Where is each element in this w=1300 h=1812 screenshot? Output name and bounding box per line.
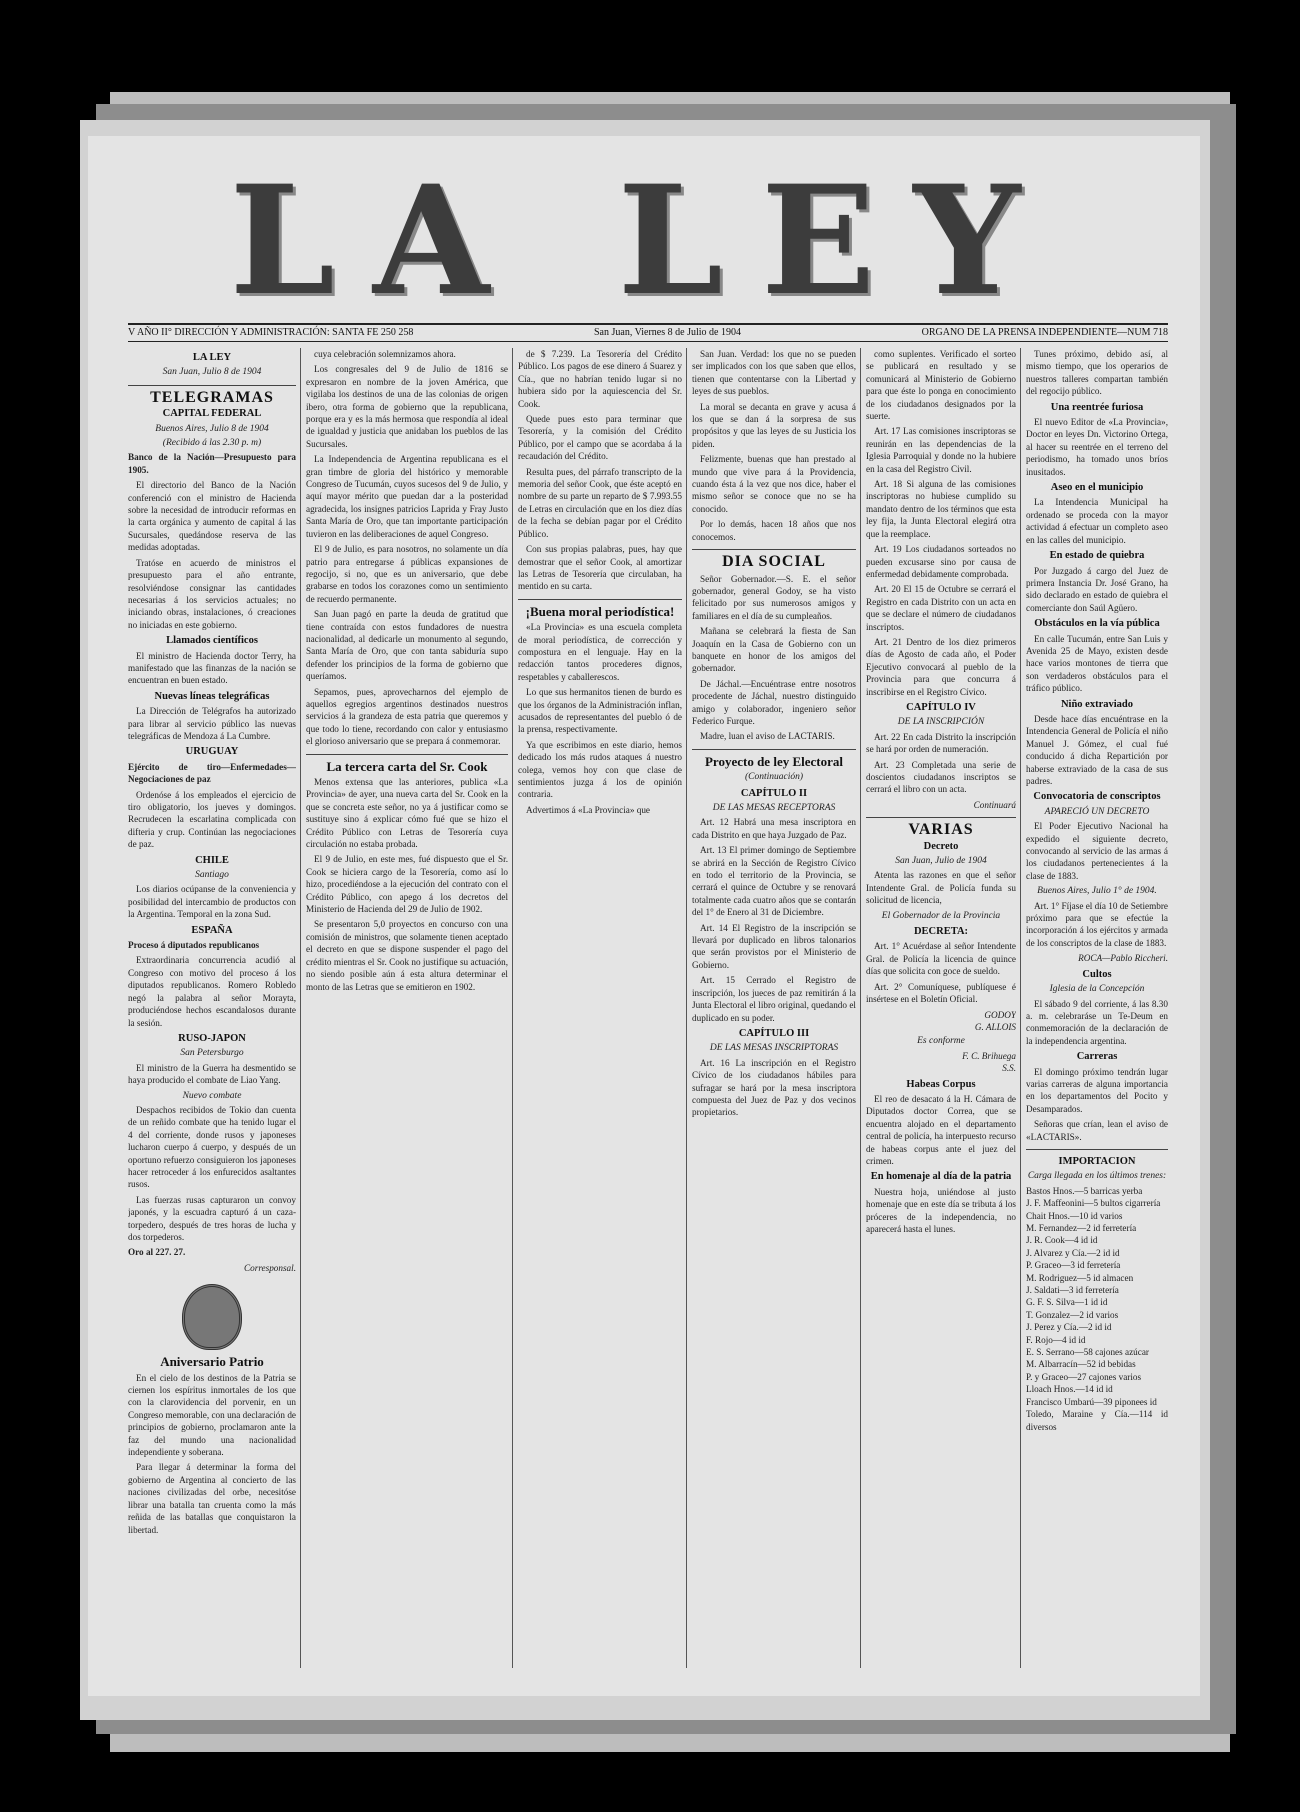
item-body: Los diarios ocúpanse de la conveniencia y posibilidad del intercambio de productos con la Argentina. Temporal en la zona Sud. [128,884,296,920]
moral-title: ¡Buena moral periodística! [525,603,675,619]
signature: GODOY [984,1009,1016,1020]
news-subtitle: Iglesia de la Concepción [1049,984,1145,995]
column-1 [128,348,296,1668]
chapter-heading: CAPÍTULO III [738,1027,810,1039]
article-text: Art. 1° Fíjase el día 10 de Setiembre próximo para que se efectúe la incorporación á los ejércitos y armada de los conscriptos de la clase de 1883. [1026,900,1168,948]
import-item: T. Gonzalez—2 id varios [1026,1309,1119,1320]
article-text: El 9 de Julio, en este mes, fué dispuesto que el Sr. Cook se hiciera cargo de la Tesorería, como así lo hizo, procediéndose a la ejecución del contrato con el Crédito Público, con apego á los decretos del Ministerio de Hacienda del 29 de Julio de 1902. [306,854,508,915]
item-title: Nuevas líneas telegráficas [154,690,270,702]
import-item: F. Rojo—4 id id [1026,1334,1086,1345]
chapter-subheading: DE LA INSCRIPCIÓN [897,717,985,728]
article-text: Art. 13 El primer domingo de Septiembre se abrirá en la Sección de Registro Cívico en todo el territorio de la Provincia, se cerrará el quince de Octubre y se renovará totalmente cada cuatro años que se contarán del 1° de Enero al 31 de Diciembre. [692,845,856,918]
article-text: Art. 15 Cerrado el Registro de inscripción, los jueces de paz remitirán á la Junta Electoral el libro original, quedando el duplicado en su poder. [692,975,856,1023]
signature: S.S. [1002,1063,1016,1074]
import-item: J. Perez y Cía.—2 id id [1026,1322,1112,1333]
import-item: J. R. Cook—4 id id [1026,1235,1098,1246]
import-item: J. Saldati—3 id ferretería [1026,1285,1119,1296]
item-title: Proceso á diputados republicanos [128,940,260,951]
article-text: Madre, luan el aviso de LACTARIS. [700,731,835,742]
dateline-address: V AÑO II° DIRECCIÓN Y ADMINISTRACIÓN: SANTA FE 250 258 [128,327,414,338]
article-text: Sepamos, pues, aprovecharnos del ejemplo de aquellos egregios argentinos destinados nuestros servicios á la grandeza de esta patria que queremos y que todo lo tiene, recordando con calor y entusiasmo el glorioso aniversario que se prepara á conmemorar. [306,686,508,747]
column-rule [686,348,687,1668]
chapter-heading: CAPÍTULO II [740,787,808,799]
article-text: Se presentaron 5,0 proyectos en concurso con una comisión de ministros, que solamente tienen aceptado el decreto en que se dispone suspender el pago del crédito mientras el Sr. Cook no justifique su actuación, no siendo posible aún á esta altura determinar el monto de las Letras que se emitieron en 1902. [306,919,508,992]
news-title: Carreras [1076,1051,1118,1063]
column-4 [692,348,856,1668]
news-title: En estado de quiebra [1049,550,1145,562]
article-text: Art. 14 El Registro de la inscripción se llevará por duplicado en libros talonarios que serán provistos por el Ministerio de Gobierno. [692,922,856,970]
column-6 [1026,348,1168,1668]
import-item: J. F. Maffeonini—5 bultos cigarrería [1026,1198,1161,1209]
article-text: Art. 21 Dentro de los diez primeros días de Agosto de cada año, el Poder Ejecutivo convocará al pueblo de la Provincia para que concurra á inscribirse en el Registro Cívico. [866,636,1016,697]
item-body: El ministro de Hacienda doctor Terry, ha manifestado que las finanzas de la nación se encuentran en buen estado. [128,650,296,686]
column-rule [300,348,301,1668]
import-title: IMPORTACION [1058,1155,1136,1167]
decree-title: Decreto [923,840,959,852]
item-title: Nuevo combate [182,1090,242,1101]
item-body: Tratóse en acuerdo de ministros el presupuesto para el año entrante, resolviéndose consignar las cantidades necesarias á los servicios actuales; no iniciando obras, instalaciones, ó creaciones no iniciadas en este gobierno. [128,557,296,630]
article-text: Art. 1° Acuérdase al señor Intendente Gral. de Policía la licencia de quince días que solicita con goce de sueldo. [866,941,1016,977]
import-item: J. Alvarez y Cía.—2 id id [1026,1247,1120,1258]
signature: F. C. Brihuega [962,1050,1016,1061]
article-text: Lo que sus hermanitos tienen de burdo es que los órganos de la Administración inflan, acusados de representantes del pueblo ó de la prensa, respectivamente. [518,687,682,735]
electoral-subtitle: (Continuación) [744,772,804,783]
signature: G. ALLOIS [974,1021,1016,1032]
article-text: Nuestra hoja, uniéndose al justo homenaje que en este día se tributa á los próceres de la independencia, no aparecerá hasta el lunes. [866,1186,1016,1234]
news-title: Una reentrée furiosa [1050,401,1144,413]
article-text: Desde hace días encuéntrase en la Intendencia General de Policía el niño Manuel J. Gómez, el cual fué conducido á dicha Repartición por haberse extraviado de la casa de sus padres. [1026,713,1168,786]
telegrams-subtitle: CAPITAL FEDERAL [162,408,262,420]
import-item: Lloach Hnos.—14 id id [1026,1384,1113,1395]
article-text: El sábado 9 del corriente, á las 8.30 a. m. celebraráse un Te-Deum en conmemoración de la declaración de la independencia argentina. [1026,998,1168,1046]
telegrams-received: (Recibido á las 2.30 p. m) [162,438,262,449]
dateline-date: San Juan, Viernes 8 de Julio de 1904 [593,327,741,338]
paper-name: LA LEY [192,352,232,363]
import-item: Chait Hnos.—10 id varios [1026,1210,1123,1221]
article-text: Art. 22 En cada Distrito la inscripción se hará por orden de numeración. [866,731,1016,755]
article-text: San Juan. Verdad: los que no se pueden ser implicados con los que saben que ellos, tienen que contentarse con la Libertad y leyes de sus pueblos. [692,349,856,397]
column-rule [860,348,861,1668]
telegrams-place-date: Buenos Aires, Julio 8 de 1904 [155,423,269,434]
signature: ROCA—Pablo Riccheri. [1078,953,1168,964]
article-text: cuya celebración solemnizamos ahora. [314,349,456,359]
newspaper-page [88,136,1200,1696]
import-item: E. S. Serrano—58 cajones azúcar [1026,1347,1149,1358]
correspondent: Corresponsal. [244,1262,296,1273]
news-subtitle: APARECIÓ UN DECRETO [1044,806,1150,817]
article-text: La moral se decanta en grave y acusa á los que se dan á la sorpresa de sus propósitos y que las leyes de su Justicia los piden. [692,401,856,449]
habeas-title: Habeas Corpus [906,1078,976,1090]
article-text: de $ 7.239. La Tesorería del Crédito Público. Los pagos de ese dinero á Suarez y Cía., que no habrían tenido lugar si no hubiera sido por la aquiescencia del Sr. Cook. [518,349,682,409]
electoral-title: Proyecto de ley Electoral [704,753,843,769]
import-item: P. Graceo—3 id ferretería [1026,1260,1121,1271]
item-body: La Dirección de Telégrafos ha autorizado para librar al servicio público las nuevas telegráficas de Mendoza á La Cumbre. [128,706,296,741]
cook-letter-title: La tercera carta del Sr. Cook [326,758,488,774]
country-heading: CHILE [195,854,229,866]
article-text: como suplentes. Verificado el sorteo se publicará en resultado y se comunicará al Ministerio de Gobierno para que éste lo ponga en conocimiento de los ciudadanos designados por la suerte. [866,349,1016,422]
decree-date: San Juan, Julio de 1904 [895,856,987,867]
continued-note: Continuará [973,799,1016,810]
article-text: «La Provincia» es una escuela completa de moral periodística, de corrección y compostura en el lenguaje. Hay en la redacción tantos procederes dignos, respetables y caballerescos. [518,622,682,682]
telegrams-title: TELEGRAMAS [150,388,274,406]
decree-decreta: DECRETA: [913,926,969,938]
article-text: Por Juzgado á cargo del Juez de primera Instancia Dr. José Grano, ha sido declarado en estado de quiebra el comerciante don Saúl Agüero. [1026,565,1168,613]
news-title: Aseo en el municipio [1050,482,1144,494]
country-heading: ESPAÑA [191,924,233,936]
article-text: San Juan pagó en parte la deuda de gratitud que tiene contraída con estos fundadores de nuestra nacionalidad, al dedicarle un monumento al segundo, Santa María de Oro, que con tanta sabiduría supo defender los principios de la forma de gobierno que queríamos. [306,609,508,682]
import-subtitle: Carga llegada en los últimos trenes: [1027,1171,1167,1182]
article-text: Señor Gobernador.—S. E. el señor gobernador, general Godoy, se ha visto felicitado por sus numerosos amigos y familiares en el día de su cumpleaños. [692,573,856,621]
article-text: El domingo próximo tendrán lugar varias carreras de alguna importancia en los departamentos del Pocito y Desamparados. [1026,1066,1168,1114]
article-text: En calle Tucumán, entre San Luis y Avenida 25 de Mayo, existen desde hace varios montones de tierra que son verdaderos obstáculos para el tráfico público. [1026,633,1168,694]
coat-of-arms-icon [182,1284,242,1350]
item-body: El directorio del Banco de la Nación conferenció con el ministro de Hacienda sobre la necesidad de introducir reformas en la carta orgánica y aumento de capital á las Sucursales, quedándose reserva de las medidas adoptadas. [128,480,296,553]
import-item: P. y Graceo—27 cajones varios [1026,1371,1142,1382]
anniversary-body: En el cielo de los destinos de la Patria se ciernen los espíritus inmortales de los que con la clarovidencia del porvenir, en un Congreso memorable, con una declaración de principios de gobierno, proclamaron ante la faz del mundo una nacionalidad independiente y soberana. [128,1372,296,1458]
decree-by: El Gobernador de la Provincia [881,910,1001,921]
article-text: El Poder Ejecutivo Nacional ha expedido el siguiente decreto, convocando al servicio de las armas á los ciudadanos pertenecientes á la clase de 1883. [1026,821,1168,881]
column-date: San Juan, Julio 8 de 1904 [162,367,262,378]
article-text: Por lo demás, hacen 18 años que nos conocemos. [692,519,856,542]
article-text: Felizmente, buenas que han prestado al mundo que vive para á la Providencia, cuando ésta á la vez que nos dice, haber el mismo señor se conoce que no se ha conocido. [692,454,856,514]
gold-quote: Oro al 227. 27. [128,1247,186,1258]
article-text: Quede pues esto para terminar que Tesorería, y la comisión del Crédito Público, por el campo que se acordaba á la recaudación del Crédito. [518,414,682,462]
column-3 [518,348,682,1668]
column-2 [306,348,508,1668]
article-text: Art. 18 Si alguna de las comisiones inscriptoras no hubiese cumplido su mandato dentro de los términos que esta ley fija, la Junta Electoral elegirá otra que la reemplace. [866,479,1016,539]
item-title: Banco de la Nación—Presupuesto para 1905. [128,452,296,475]
import-item: Francisco Umbarú—39 piponees id [1026,1396,1157,1407]
article-text: Art. 17 Las comisiones inscriptoras se reunirán en las dependencias de la Iglesia Parroquial y donde no la hubiere en la casa del Registro Civil. [866,426,1016,474]
item-body: Las fuerzas rusas capturaron un convoy japonés, y la escuadra capturó á un caza-torpedero, después de tres horas de lucha y dos torpederos. [128,1194,296,1242]
import-item: M. Albarracín—52 id bebidas [1026,1359,1136,1370]
import-item: G. F. S. Silva—1 id id [1026,1297,1108,1308]
dateline-issue: ORGANO DE LA PRENSA INDEPENDIENTE—NUM 718 [921,327,1168,338]
article-text: Resulta pues, del párrafo transcripto de la memoria del señor Cook, que éste aceptó en nombre de su parte un reparto de $ 7.993.55 de Letras en circulación que en los diez días de la fecha se debían pagar por el Crédito Público. [518,466,682,539]
article-text: Advertimos á «La Provincia» que [526,804,650,815]
import-list [1026,1185,1168,1433]
article-text: Con sus propias palabras, pues, hay que demostrar que el señor Cook, al amortizar las Letras de Tesorería que circulaban, ha mentido en su carta. [518,544,682,592]
item-body: Extraordinaria concurrencia acudió al Congreso con motivo del proceso á los diputados republicanos. Romero Robledo negó la palabra al señor Morayta, produciéndose hechos escandalosos durante la sesión. [128,955,296,1028]
advert-note: Señoras que crían, lean el aviso de «LACTARIS». [1026,1119,1168,1142]
item-body: Ordenóse á los empleados el ejercicio de tiro obligatorio, los jueves y domingos. Recrudecen la escarlatina complicada con difteria y crup. Continúan las negociaciones de paz. [128,789,296,850]
article-text: La Intendencia Municipal ha ordenado se proceda con la mayor actividad á efectuar un completo aseo en las calles del municipio. [1026,497,1168,545]
anniversary-body: Para llegar á determinar la forma del gobierno de Argentina al concierto de las naciones civilizadas del orbe, necesitóse librar una batalla tan cruenta como la más reñida de las batallas que conquistaron la libertad. [128,1462,296,1535]
article-text: Los congresales del 9 de Julio de 1816 se expresaron en nombre de la joven América, que vigilaba los destinos de una de las colonias de origen ibero, otra forma de gobierno que la republicana, porque era y es la más hermosa que respondía al ideal de igualdad y justicia que anidaban los pueblos de las Sucursales. [306,364,508,449]
varias-title: VARIAS [908,821,974,839]
article-text: Menos extensa que las anteriores, publica «La Provincia» de ayer, una nueva carta del Sr. Cook en la que se concreta este señor, no ya á justificar como se sustituye sino á explicar cómo fué que se hizo el Crédito Público con Letras de Tesorería cuya circulación no estaba probada. [306,777,508,850]
chapter-heading: CAPÍTULO IV [906,701,976,713]
import-item: M. Rodriguez—5 id almacen [1026,1272,1134,1283]
news-title: Cultos [1082,968,1112,980]
article-text: Atenta las razones en que el señor Intendente Gral. de Policía funda su solicitud de licencia, [866,870,1016,906]
country-heading: RUSO-JAPON [178,1032,246,1044]
article-text: Art. 19 Los ciudadanos sorteados no pueden excusarse sino por causa de enfermedad debidamente comprobada. [866,544,1016,579]
column-rule [1020,348,1021,1668]
column-rule [512,348,513,1668]
masthead [88,153,1200,329]
dateline [128,323,1168,342]
article-text: Art. 12 Habrá una mesa inscriptora en cada Distrito en que haya Juzgado de Paz. [692,817,856,840]
article-text: Ya que escribimos en este diario, hemos dedicado los más rudos ataques á nuestro colega, vemos hoy con que clase de sentimientos juzga á los de opinión contraria. [518,739,682,800]
article-text: La Independencia de Argentina republicana es el gran timbre de gloria del histórico y memorable Congreso de Tucumán, cuyos sucesos del 9 de Julio, y aquí mayor mérito que puedan dar a la posteridad agradecida, los insignes patricios Laprida y Fray Justo Santa María de Oro, que tan importante participación tuvieron en las deliberaciones de aquel Congreso. [306,454,508,539]
item-body: Despachos recibidos de Tokio dan cuenta de un reñido combate que ha tenido lugar el 4 del corriente, donde rusos y japoneses lucharon cuerpo á cuerpo, y después de un oportuno refuerzo consiguieron los japoneses hacer retroceder á los enfurecidos asaltantes rusos. [128,1104,296,1190]
decree-date: Buenos Aires, Julio 1° de 1904. [1037,886,1157,897]
import-item: M. Fernandez—2 id ferretería [1026,1223,1137,1233]
item-body: El ministro de la Guerra ha desmentido se haya producido el combate de Liao Yang. [128,1062,296,1086]
chapter-subheading: DE LAS MESAS RECEPTORAS [712,803,836,813]
conforme-note: Es conforme [917,1036,965,1047]
anniversary-title: Aniversario Patrio [160,1354,264,1370]
place-heading: Santiago [195,870,229,881]
import-item: Bastos Hnos.—5 barricas yerba [1026,1185,1143,1196]
article-text: Mañana se celebrará la fiesta de San Joaquín en la Casa de Gobierno con un banquete en honor de los amigos del gobernador. [692,626,856,674]
article-text: Tunes próximo, debido así, al mismo tiempo, que los operarios de nuestros talleres compartan también del regocijo público. [1026,349,1168,397]
article-text: El nuevo Editor de «La Provincia», Doctor en leyes Dn. Victorino Ortega, al hacer su reentrée en el terreno del periodismo, ha tomado unos bríos inusitados. [1026,417,1168,477]
newspaper-title: LA LEY [229,153,1059,329]
news-title: Obstáculos en la vía pública [1034,618,1160,630]
article-text: El 9 de Julio, es para nosotros, no solamente un día patrio para entregarse á públicas expansiones de regocijo, si no, que es un aniversario, que debe grabarse en todos los corazones como un sentimiento de recuerdo permanente. [306,544,508,604]
article-text: El reo de desacato á la H. Cámara de Diputados doctor Correa, que se encuentra alojado en el departamento central de policía, ha interpuesto recurso de habeas corpus ante el juez del crimen. [866,1093,1016,1166]
news-title: Convocatoria de conscriptos [1033,791,1161,803]
article-text: De Jáchal.—Encuéntrase entre nosotros procedente de Jáchal, nuestro distinguido amigo y colaborador, ingeniero señor Federico Furque. [692,678,856,726]
news-title: Niño extraviado [1060,698,1134,710]
patria-title: En homenaje al día de la patria [870,1171,1012,1183]
item-title: Llamados científicos [166,635,258,647]
article-text: Art. 2° Comuníquese, publíquese é insértese en el Boletín Oficial. [866,981,1016,1005]
article-text: Art. 23 Completada una serie de doscientos ciudadanos inscriptos se cerrará el libro con un acta. [866,759,1016,795]
social-title: DIA SOCIAL [722,553,826,571]
column-5 [866,348,1016,1668]
chapter-subheading: DE LAS MESAS INSCRIPTORAS [709,1043,839,1054]
country-heading: URUGUAY [185,746,239,758]
place-heading: San Petersburgo [180,1048,244,1059]
import-item: Toledo, Maraine y Cía.—114 id diversos [1026,1409,1168,1432]
article-text: Art. 20 El 15 de Octubre se cerrará el Registro en cada Distrito con un acta en que se declare el número de ciudadanos inscriptos. [866,584,1016,632]
item-title: Ejército de tiro—Enfermedades—Negociaciones de paz [128,761,296,785]
article-text: Art. 16 La inscripción en el Registro Cívico de los ciudadanos hábiles para sufragar se hará por la mesa inscriptora compuesta del Juez de Paz y dos vecinos propietarios. [692,1057,856,1118]
